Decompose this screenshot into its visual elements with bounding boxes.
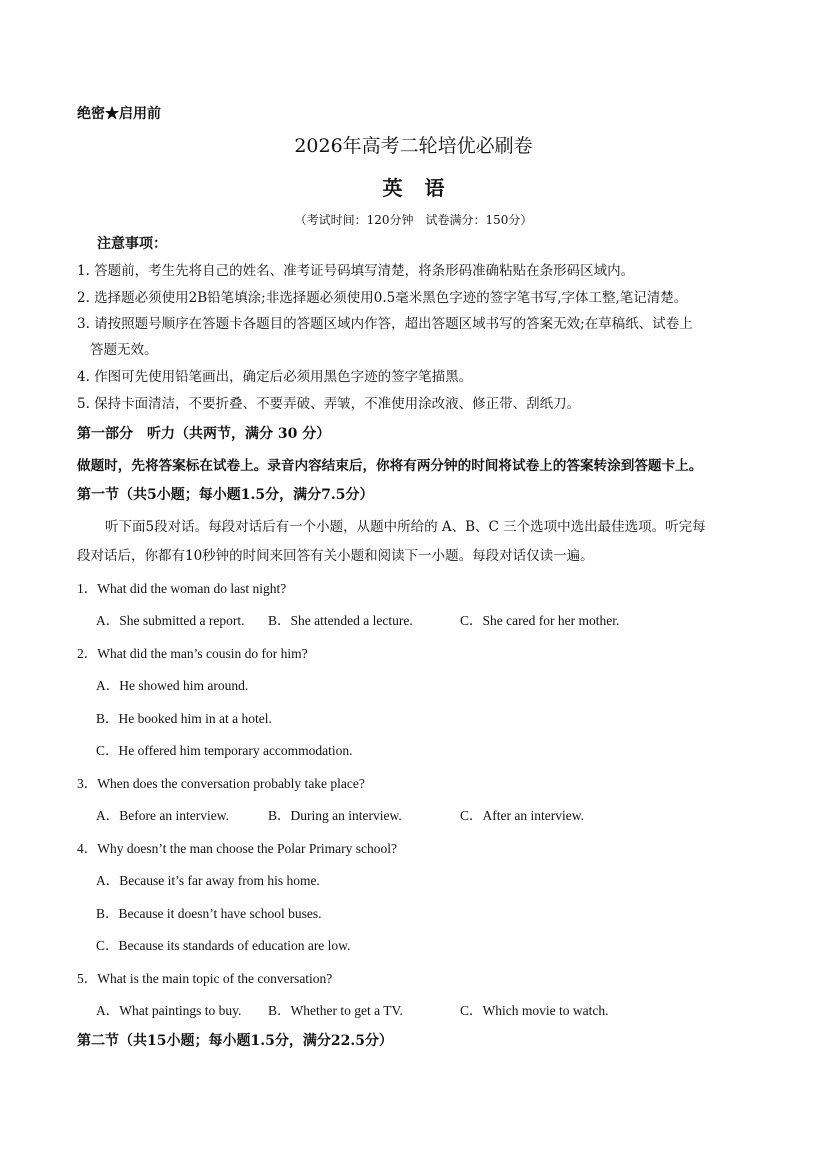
option-c: C．After an interview. (460, 808, 584, 823)
notice-item: 1. 答题前，考生先将自己的姓名、准考证号码填写清楚，将条形码准确粘贴在条形码区域内。 (77, 263, 635, 279)
notice-item: 2. 选择题必须使用2B铅笔填涂;非选择题必须使用0.5毫米黑色字迹的签字笔书写,字体工整,笔记清楚。 (77, 290, 688, 306)
option-a: A．Before an interview. (96, 808, 229, 823)
question-stem: 5．What is the main topic of the conversation? (77, 971, 333, 986)
section1-directions: 听下面5段对话。每段对话后有一个小题，从题中所给的 A、B、C 三个选项中选出最佳选项。听完每 (105, 519, 706, 535)
option-a: A．What paintings to buy. (96, 1003, 242, 1018)
notice-item: 5. 保持卡面清洁，不要折叠、不要弄破、弄皱，不准使用涂改液、修正带、刮纸刀。 (77, 396, 581, 412)
question-stem: 3．When does the conversation probably take place? (77, 776, 365, 791)
question-stem: 1．What did the woman do last night? (77, 581, 287, 596)
option-c: C．Which movie to watch. (460, 1003, 609, 1018)
section1-directions: 段对话后，你都有10秒钟的时间来回答有关小题和阅读下一小题。每段对话仅读一遍。 (77, 548, 594, 564)
section2-heading: 第二节（共15小题；每小题1.5分，满分22.5分） (77, 1033, 393, 1049)
subject-title: 英语 (382, 176, 467, 200)
section1-heading: 第一节（共5小题；每小题1.5分，满分7.5分） (77, 487, 374, 503)
notice-heading: 注意事项： (97, 236, 167, 252)
exam-meta: （考试时间：120分钟 试卷满分：150分） (294, 213, 533, 227)
part1-instruction: 做题时，先将答案标在试卷上。录音内容结束后，你将有两分钟的时间将试卷上的答案转涂到答题卡上。 (77, 458, 703, 474)
notice-item: 4. 作图可先使用铅笔画出，确定后必须用黑色字迹的签字笔描黑。 (77, 369, 473, 385)
option-b: B．Because it doesn’t have school buses. (96, 906, 322, 921)
question-stem: 4．Why doesn’t the man choose the Polar Primary school? (77, 841, 397, 856)
option-c: C．He offered him temporary accommodation. (96, 743, 353, 758)
option-b: B．She attended a lecture. (268, 613, 413, 628)
notice-item: 3. 请按照题号顺序在答题卡各题目的答题区域内作答，超出答题区域书写的答案无效;在草稿纸、试卷上 (77, 316, 693, 332)
question-stem: 2．What did the man’s cousin do for him? (77, 646, 308, 661)
option-b: B．Whether to get a TV. (268, 1003, 403, 1018)
option-a: A．He showed him around. (96, 678, 249, 693)
option-c: C．She cared for her mother. (460, 613, 620, 628)
option-a: A．Because it’s far away from his home. (96, 873, 320, 888)
option-b: B．During an interview. (268, 808, 402, 823)
option-b: B．He booked him in at a hotel. (96, 711, 272, 726)
notice-item: 答题无效。 (90, 342, 158, 358)
option-c: C．Because its standards of education are low. (96, 938, 351, 953)
exam-title: 2026年高考二轮培优必刷卷 (294, 135, 533, 157)
option-a: A．She submitted a report. (96, 613, 245, 628)
confidential-mark: 绝密★启用前 (77, 106, 161, 122)
part1-heading: 第一部分 听力（共两节，满分 30 分） (77, 426, 331, 442)
